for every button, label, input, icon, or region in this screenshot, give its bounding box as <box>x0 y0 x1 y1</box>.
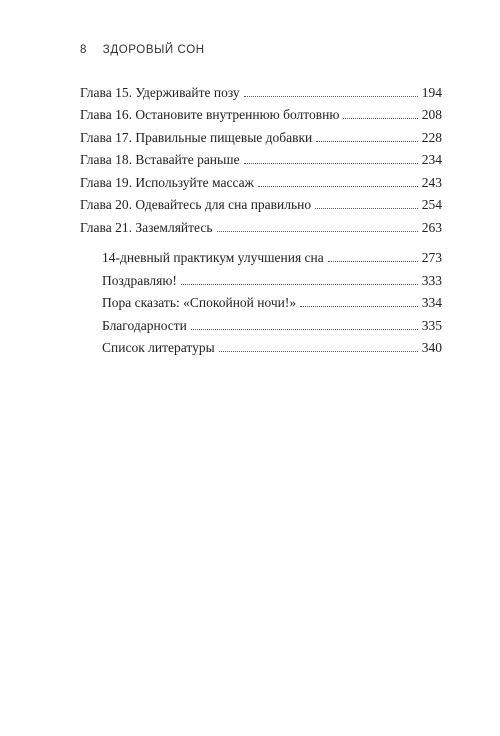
toc-entry <box>102 244 442 267</box>
dot-leader <box>181 284 418 285</box>
toc-entry-title: Глава 15. Удерживайте позу <box>80 84 240 100</box>
book-title: ЗДОРОВЫЙ СОН <box>102 44 205 56</box>
dot-leader <box>217 231 418 232</box>
toc-entry-title: Глава 20. Одевайтесь для сна правильно <box>80 197 312 212</box>
page-number: 8 <box>80 44 87 56</box>
toc-entry-title: Глава 17. Правильные пищевые добавки <box>80 129 313 145</box>
dot-leader <box>191 329 418 330</box>
toc-entry-page: 208 <box>421 107 442 122</box>
toc-entry-page: 273 <box>421 250 442 265</box>
dot-leader <box>328 261 418 262</box>
running-header <box>80 44 205 56</box>
toc-entry <box>80 101 442 124</box>
chapter-list <box>80 78 442 236</box>
toc-entry-title: Глава 16. Остановите внутреннюю болтовню <box>80 107 340 122</box>
toc-entry <box>80 168 442 191</box>
toc-entry <box>102 266 442 289</box>
toc-entry-page: 334 <box>421 295 442 310</box>
toc-entry <box>80 191 442 214</box>
toc-entry-page: 335 <box>421 317 442 333</box>
toc-entry <box>80 213 442 236</box>
toc-entry-title: Глава 18. Вставайте раньше <box>80 152 240 167</box>
toc-entry-title: Глава 21. Заземляйтесь <box>80 219 213 235</box>
toc-entry <box>80 78 442 101</box>
toc-entry-title: Благодарности <box>102 317 187 333</box>
toc-entry <box>80 146 442 169</box>
backmatter-list <box>80 244 442 357</box>
toc-entry-page: 194 <box>421 84 442 100</box>
toc-entry-title: Глава 19. Используйте массаж <box>80 174 254 190</box>
dot-leader <box>343 118 417 119</box>
toc-entry-title: Список литературы <box>102 340 215 355</box>
table-of-contents <box>80 78 442 356</box>
dot-leader <box>244 96 418 97</box>
dot-leader <box>244 163 418 164</box>
dot-leader <box>300 306 418 307</box>
toc-entry-page: 243 <box>421 174 442 190</box>
toc-entry-title: Пора сказать: «Спокойной ночи!» <box>102 295 297 310</box>
toc-entry-page: 333 <box>421 272 442 288</box>
dot-leader <box>315 208 418 209</box>
toc-entry-page: 234 <box>421 152 442 167</box>
toc-entry <box>80 123 442 146</box>
toc-entry <box>102 311 442 334</box>
toc-entry <box>102 289 442 312</box>
toc-entry-page: 263 <box>421 219 442 235</box>
toc-entry-page: 228 <box>421 129 442 145</box>
dot-leader <box>219 351 418 352</box>
toc-entry-page: 254 <box>421 197 442 212</box>
toc-entry-title: 14-дневный практикум улучшения сна <box>102 250 324 265</box>
dot-leader <box>316 141 417 142</box>
toc-entry-page: 340 <box>421 340 442 355</box>
dot-leader <box>258 186 418 187</box>
toc-entry <box>102 334 442 357</box>
toc-entry-title: Поздравляю! <box>102 272 177 288</box>
